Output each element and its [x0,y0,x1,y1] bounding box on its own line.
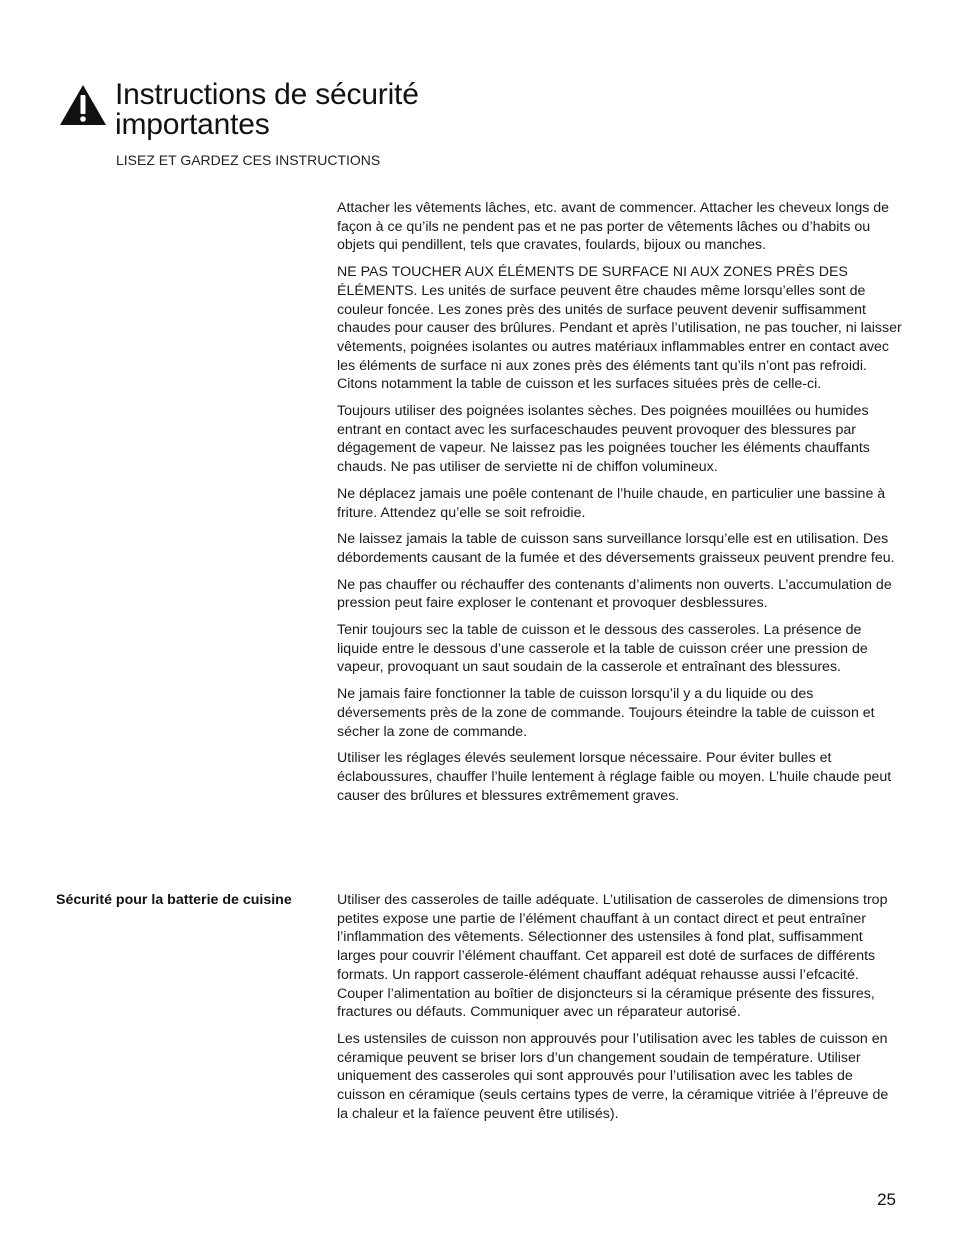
instruction-paragraph: Ne jamais faire fonctionner la table de cuisson lorsqu’il y a du liquide ou des déversements près de la zone de commande. Toujours éteindre la table de cuisson et sécher la zone de commande. [337,686,875,740]
safety-instructions-column [337,199,902,813]
section-heading: Sécurité pour la batterie de cuisine [56,892,292,908]
instruction-paragraph: Ne pas chauffer ou réchauffer des contenants d’aliments non ouverts. L’accumulation de pression peut faire exploser le contenant et provoquer desblessures. [337,576,892,612]
instruction-paragraph: Tenir toujours sec la table de cuisson et le dessous des casseroles. La présence de liquide entre le dessous d’une casserole et la table de cuisson créer une pression de vapeur, provoquant un saut soudain de la casserole et entraînant des blessures. [337,622,868,676]
instruction-paragraph: Ne déplacez jamais une poêle contenant de l’huile chaude, en particulier une bassine à friture. Attendez qu’elle se soit refroidie. [337,485,886,521]
page-number: 25 [877,1190,896,1209]
instruction-paragraph: Utiliser des casseroles de taille adéquate. L’utilisation de casseroles de dimensions trop petites expose une partie de l’élément chauffant à un contact direct et peut entraîner l’inflammation des vêtements. Sélectionner des ustensiles à fond plat, suffisamment larges pour couvrir l’élément chauffant. Cet appareil est doté de surfaces de différents formats. Un rapport casserole-élément chauffant adéquat rehausse aussi l’efcacité. Couper l’alimentation au boîtier de disjoncteurs si la céramique présente des fissures, fractures ou défauts. Communiquer avec un réparateur autorisé. [337,892,888,1021]
instruction-paragraph: Les ustensiles de cuisson non approuvés pour l’utilisation avec les tables de cuisson en céramique peuvent se briser lors d’un changement soudain de température. Utiliser uniquement des casseroles qui sont approuvés pour l’utilisation avec les tables de cuisson en céramique (seuls certains types de verre, la céramique vitriée à l’épreuve de la chaleur et la faïence peuvent être utilisés). [337,1030,889,1122]
instruction-paragraph: Toujours utiliser des poignées isolantes sèches. Des poignées mouillées ou humides entrant en contact avec les surfaceschaudes peuvent provoquer des blessures par dégagement de vapeur. Ne laissez pas les poignées toucher les éléments chauffants chauds. Ne pas utiliser de serviette ni de chiffon volumineux. [337,403,870,476]
instruction-paragraph: Ne laissez jamais la table de cuisson sans surveillance lorsqu’elle est en utilisation. Des débordements causant de la fumée et des déversements graisseux peuvent prendre feu. [337,531,895,566]
page-title-line-1: Instructions de sécurité [115,78,419,111]
page-title-line-2: importantes [115,108,270,141]
page-title [115,80,419,140]
warning-triangle-icon [59,84,107,126]
page-subtitle: LISEZ ET GARDEZ CES INSTRUCTIONS [116,152,381,168]
instruction-paragraph: Utiliser les réglages élevés seulement lorsque nécessaire. Pour éviter bulles et éclaboussures, chauffer l’huile lentement à réglage faible ou moyen. L’huile chaude peut causer des brûlures et blessures extrêmement graves. [337,750,892,804]
cookware-safety-body [337,891,902,1131]
instruction-paragraph: Attacher les vêtements lâches, etc. avant de commencer. Attacher les cheveux longs de façon à ce qu’ils ne pendent pas et ne pas porter de vêtements lâches ou d’habits ou objets qui pendillent, tels que cravates, foulards, bijoux ou manches. [337,200,890,254]
instruction-paragraph: NE PAS TOUCHER AUX ÉLÉMENTS DE SURFACE NI AUX ZONES PRÈS DES ÉLÉMENTS. Les unités de surface peuvent être chaudes même lorsqu’elles sont de couleur foncée. Les zones près des unités de surface peuvent devenir suffisamment chaudes pour causer des brûlures. Pendant et après l’utilisation, ne pas toucher, ni laisser vêtements, poignées isolantes ou autres matériaux inflammables entrer en contact avec les éléments de surface ni aux zones près des éléments tant qu’ils n’ont pas refroidi. Citons notamment la table de cuisson et les surfaces situées près de celle-ci. [337,264,902,393]
